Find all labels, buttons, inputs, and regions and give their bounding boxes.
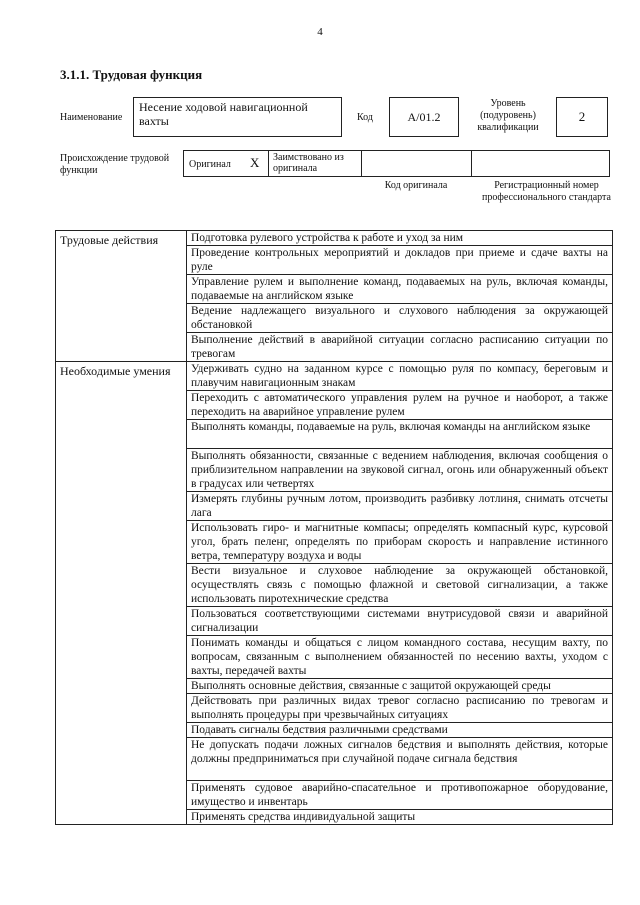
table-cell-item: Выполнять команды, подаваемые на руль, включая команды на английском языке [187,420,613,449]
table-cell-item: Ведение надлежащего визуального и слухового наблюдения за окружающей обстановкой [187,304,613,333]
section-title-cell: Трудовые действия [56,231,187,362]
table-cell-item: Проведение контрольных мероприятий и докладов при приеме и сдаче вахты на руле [187,246,613,275]
table-cell-item: Удерживать судно на заданном курсе с помощью руля по компасу, береговым и плавучим навигационным знакам [187,362,613,391]
table-row [56,362,613,391]
origin-label: Происхождение трудовой функции [60,153,170,176]
table-cell-item: Выполнять обязанности, связанные с ведением наблюдения, включая сообщения о приблизительном направлении на звуковой сигнал, огонь или обнаруженный объект в градусах или четвертях [187,449,613,492]
code-value: A/01.2 [407,109,441,124]
table-cell-item: Подготовка рулевого устройства к работе и уход за ним [187,231,613,246]
reg-number-cell [472,151,609,176]
code-box [389,97,459,137]
page-number: 4 [317,26,323,38]
original-label: Оригинал [189,159,231,170]
table-cell-item: Переходить с автоматического управления рулем на ручное и наоборот, а также переходить на аварийное управление рулем [187,391,613,420]
function-name-box [133,97,342,137]
origin-row [183,150,610,177]
level-box [556,97,608,137]
table-cell-item: Использовать гиро- и магнитные компасы; определять компасный курс, курсовой угол, брать пеленг, определять по приборам скорость и направление истинного ветра, температуру воздуха и воды [187,521,613,564]
table-cell-item: Пользоваться соответствующими системами внутрисудовой связи и аварийной сигнализации [187,607,613,636]
section-title: 3.1.1. Трудовая функция [60,67,203,82]
table-cell-item: Управление рулем и выполнение команд, подаваемых на руль, включая команды, подаваемые на английском языке [187,275,613,304]
code-original-cell [362,151,472,176]
table-cell-item: Не допускать подачи ложных сигналов бедствия и выполнять действия, которые должны предприниматься при случайной подаче сигнала бедствия [187,738,613,781]
level-label: Уровень (подуровень) квалификации [477,98,539,133]
level-value: 2 [578,109,586,124]
table-cell-item: Измерять глубины ручным лотом, производить разбивку лотлиня, снимать отсчеты лага [187,492,613,521]
borrowed-label: Заимствовано из оригинала [273,152,344,174]
table-row [56,231,613,246]
original-mark: X [250,155,260,170]
table-cell-item: Выполнять основные действия, связанные с защитой окружающей среды [187,679,613,694]
code-original-caption: Код оригинала [384,180,448,191]
borrowed-cell [269,151,362,176]
table-cell-item: Подавать сигналы бедствия различными средствами [187,723,613,738]
table-cell-item: Применять средства индивидуальной защиты [187,810,613,825]
table-cell-item: Понимать команды и общаться с лицом командного состава, несущим вахту, по вопросам, связанным с выполнением обязанностей по несению вахты, уходом с вахты, передачей вахты [187,636,613,679]
table-cell-item: Выполнение действий в аварийной ситуации согласно расписанию ситуации по тревогам [187,333,613,362]
reg-number-caption: Регистрационный номер профессионального стандарта [482,180,611,203]
function-name-value: Несение ходовой навигационной вахты [139,100,308,128]
original-cell [184,151,269,176]
name-label: Наименование [60,112,123,123]
labor-function-table [55,230,613,825]
table-cell-item: Вести визуальное и слуховое наблюдение за окружающей обстановкой, осуществлять связь с помощью флажной и световой сигнализации, а также использовать пиротехнические средства [187,564,613,607]
code-label: Код [357,112,373,123]
table-cell-item: Действовать при различных видах тревог согласно расписанию по тревогам и выполнять процедуры при чрезвычайных ситуациях [187,694,613,723]
section-title-cell: Необходимые умения [56,362,187,825]
table-cell-item: Применять судовое аварийно-спасательное и противопожарное оборудование, имущество и инвентарь [187,781,613,810]
